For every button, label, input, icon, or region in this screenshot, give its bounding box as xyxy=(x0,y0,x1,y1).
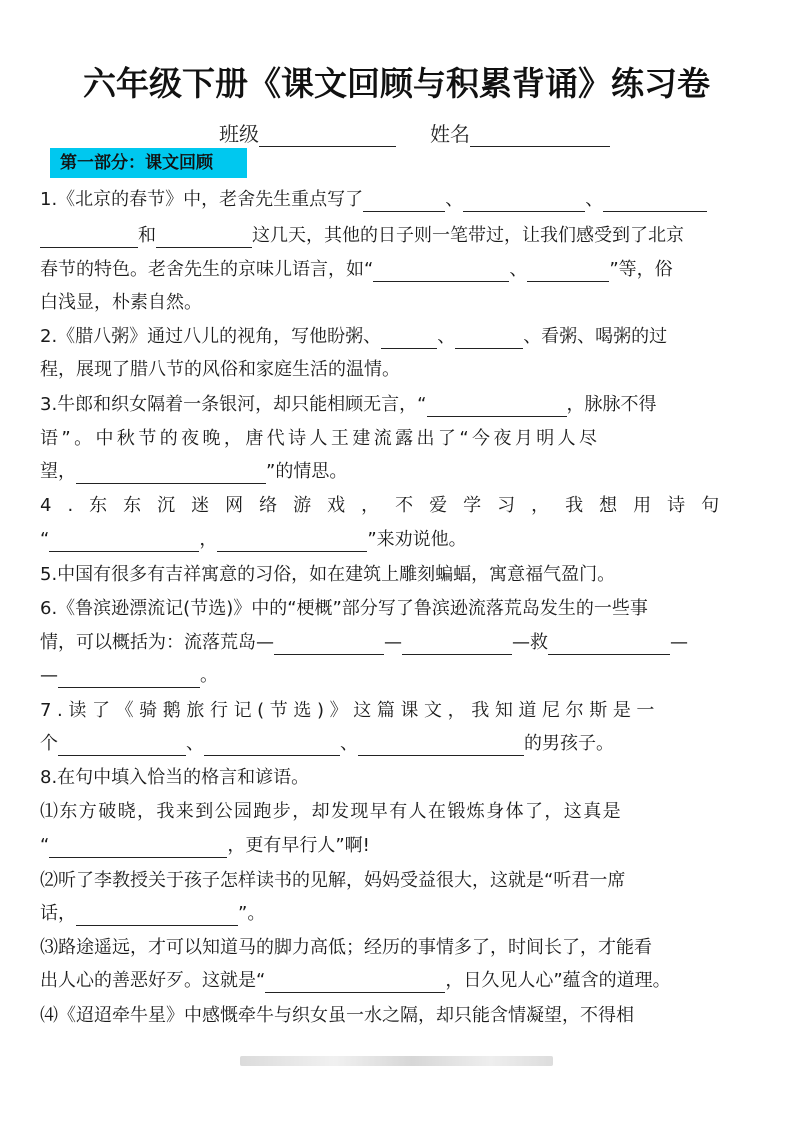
class-label: 班级 xyxy=(219,122,259,146)
q6-text: —救 xyxy=(512,632,548,653)
q7-text: 、 xyxy=(186,733,204,754)
answer-blank[interactable] xyxy=(455,330,523,349)
answer-blank[interactable] xyxy=(402,636,512,655)
q5-line-1: 5.中国有很多有吉祥寓意的习俗，如在建筑上雕刻蝙蝠，寓意福气盈门。 xyxy=(40,564,616,585)
answer-blank[interactable] xyxy=(40,229,138,248)
q2-text: 2.《腊八粥》通过八儿的视角，写他盼粥、 xyxy=(40,326,382,347)
q1-text: 这几天，其他的日子则一笔带过，让我们感受到了北京 xyxy=(252,225,684,246)
name-blank[interactable] xyxy=(470,126,610,147)
answer-blank[interactable] xyxy=(49,533,199,552)
q1-line-4: 白浅显，朴素自然。 xyxy=(40,292,202,313)
q7-line-1: 7.读了《骑鹅旅行记(节选)》这篇课文，我知道尼尔斯是一 xyxy=(40,700,661,721)
q8-s3-line-1: ⑶路途遥远，才可以知道马的脚力高低；经历的事情多了，时间长了，才能看 xyxy=(40,937,652,958)
q4-line-2 xyxy=(40,528,745,552)
q1-text: ”等，俗 xyxy=(609,259,673,280)
q6-text: — xyxy=(384,632,402,653)
q4-line-1: 4.东东沉迷网络游戏，不爱学习，我想用诗句 xyxy=(40,495,736,516)
q8-text: ，更有早行人”啊! xyxy=(227,835,370,856)
q8-intro: 8.在句中填入恰当的格言和谚语。 xyxy=(40,767,310,788)
answer-blank[interactable] xyxy=(76,907,238,926)
q2-line-1 xyxy=(40,325,745,349)
q8-s2-line-2 xyxy=(40,902,745,926)
answer-blank[interactable] xyxy=(527,263,609,282)
answer-blank[interactable] xyxy=(265,974,445,993)
answer-blank[interactable] xyxy=(381,330,437,349)
q4-text: ”来劝说他。 xyxy=(367,529,467,550)
answer-blank[interactable] xyxy=(358,737,524,756)
answer-blank[interactable] xyxy=(217,533,367,552)
q8-s1-line-2 xyxy=(40,834,745,858)
q3-text: ”的情思。 xyxy=(266,461,348,482)
q4-text: “ xyxy=(40,529,50,550)
section-heading: 第一部分：课文回顾 xyxy=(50,148,247,178)
q8-s4-line-1: ⑷《迢迢牵牛星》中感慨牵牛与织女虽一水之隔，却只能含情凝望，不得相 xyxy=(40,1005,634,1026)
q6-text: 情，可以概括为：流落荒岛— xyxy=(40,632,274,653)
q8-text: ，日久见人心”蕴含的道理。 xyxy=(445,970,671,991)
answer-blank[interactable] xyxy=(373,263,509,282)
q1-line-3 xyxy=(40,258,745,282)
q8-text: “ xyxy=(40,835,50,856)
answer-blank[interactable] xyxy=(274,636,384,655)
q8-text: 出人心的善恶好歹。这就是“ xyxy=(40,970,266,991)
q1-text: 和 xyxy=(138,225,156,246)
answer-blank[interactable] xyxy=(363,193,445,212)
q1-text: 、 xyxy=(509,259,528,280)
q6-line-1: 6.《鲁滨逊漂流记(节选)》中的“梗概”部分写了鲁滨逊流落荒岛发生的一些事 xyxy=(40,598,648,619)
answer-blank[interactable] xyxy=(58,669,200,688)
q3-text: ，脉脉不得 xyxy=(566,394,657,415)
q2-text: 、看粥、喝粥的过 xyxy=(523,326,668,347)
q8-s3-line-2 xyxy=(40,969,745,993)
q1-line-1 xyxy=(40,188,745,212)
answer-blank[interactable] xyxy=(204,737,340,756)
q6-line-2 xyxy=(40,631,745,655)
answer-blank[interactable] xyxy=(548,636,670,655)
q7-text: 的男孩子。 xyxy=(524,733,614,754)
q6-text: — xyxy=(670,632,688,653)
answer-blank[interactable] xyxy=(76,465,266,484)
answer-blank[interactable] xyxy=(156,229,252,248)
q1-line-2 xyxy=(40,224,745,248)
name-label: 姓名 xyxy=(430,122,470,146)
q1-text: 、 xyxy=(585,189,604,210)
student-info xyxy=(219,118,610,147)
q1-text: 、 xyxy=(445,189,464,210)
q6-text: 。 xyxy=(200,665,218,686)
q2-line-2: 程，展现了腊八节的风俗和家庭生活的温情。 xyxy=(40,359,400,380)
class-blank[interactable] xyxy=(259,126,396,147)
answer-blank[interactable] xyxy=(463,193,585,212)
q8-s1-line-1: ⑴东方破晓，我来到公园跑步，却发现早有人在锻炼身体了，这真是 xyxy=(40,801,622,822)
q7-line-2 xyxy=(40,732,745,756)
q3-text: 3.牛郎和织女隔着一条银河，却只能相顾无言，“ xyxy=(40,394,427,415)
q3-line-3 xyxy=(40,460,745,484)
q6-line-3 xyxy=(40,664,745,688)
answer-blank[interactable] xyxy=(49,839,227,858)
q3-line-1 xyxy=(40,393,745,417)
q1-text: 1.《北京的春节》中，老舍先生重点写了 xyxy=(40,189,364,210)
q7-text: 、 xyxy=(340,733,358,754)
q3-text: 望， xyxy=(40,461,76,482)
page-title: 六年级下册《课文回顾与积累背诵》练习卷 xyxy=(83,64,710,103)
answer-blank[interactable] xyxy=(603,193,707,212)
answer-blank[interactable] xyxy=(58,737,186,756)
q8-text: 话， xyxy=(40,903,76,924)
q4-text: ， xyxy=(199,529,218,550)
q6-text: — xyxy=(40,665,58,686)
q7-text: 个 xyxy=(40,733,58,754)
answer-blank[interactable] xyxy=(427,398,567,417)
q2-text: 、 xyxy=(437,326,456,347)
blurred-watermark xyxy=(240,1056,553,1066)
q8-text: ”。 xyxy=(238,903,266,924)
q8-s2-line-1: ⑵听了李教授关于孩子怎样读书的见解，妈妈受益很大，这就是“听君一席 xyxy=(40,870,626,891)
q1-text: 春节的特色。老舍先生的京味儿语言，如“ xyxy=(40,259,374,280)
q3-line-2: 语”。中秋节的夜晚，唐代诗人王建流露出了“今夜月明人尽 xyxy=(40,428,601,449)
